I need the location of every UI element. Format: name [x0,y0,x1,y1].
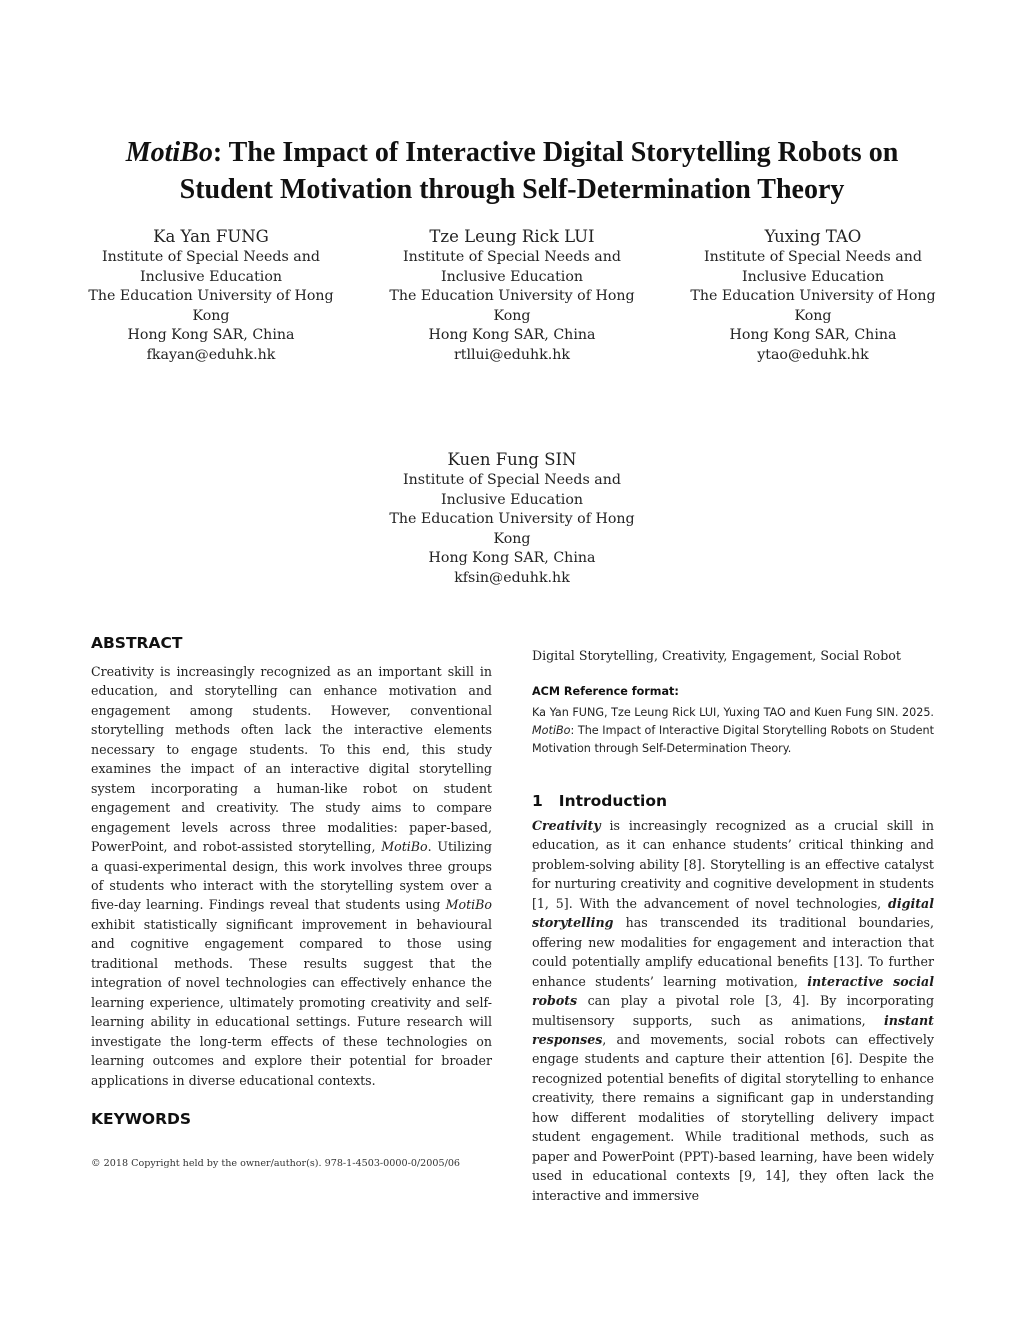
author-affiliation: Kong [493,307,531,324]
author-name: Yuxing TAO [764,227,862,246]
acm-reference-section [532,685,934,758]
author-affiliation: Inclusive Education [140,268,282,285]
author-affiliation: Inclusive Education [441,268,583,285]
introduction-heading [532,792,934,810]
acm-reference-text [532,704,934,758]
intro-term-instant-responses: instant responses [532,1012,934,1047]
intro-text-part: is increasingly recognized as a crucial skill in education, as it can enhance students’ critical thinking and problem-solving ability [8]. Storytelling is an effective catalyst for nurturing creativity and cognitive development in students [1, 5]. With the advancement of novel technologies, [532,818,934,911]
author-location: Hong Kong SAR, China [428,327,596,344]
intro-term-interactive-social-robots: interactive social robots [532,973,934,1009]
introduction-section [532,792,934,1205]
author-affiliation: Institute of Special Needs and [102,249,320,265]
abstract-part-3: exhibit statistically significant improvement in behavioural and cognitive engagement compared to those using traditional methods. These results suggest that the integration of novel technologies can effectively enhance the learning experience, ultimately promoting creativity and self-learning ability in educational settings. Future research will investigate the long-term effects of these technologies on learning outcomes and explore their potential for broader applications in diverse educational contexts. [91,916,492,1088]
author-affiliation: Kong [493,530,531,547]
title-line-1 [60,134,964,171]
author-email[interactable]: fkayan@eduhk.hk [146,346,276,363]
author-affiliation: Institute of Special Needs and [704,249,922,265]
author-name: Tze Leung Rick LUI [429,227,595,246]
intro-term-digital-storytelling: digital storytelling [532,895,934,931]
author-name: Kuen Fung SIN [447,450,577,469]
author-affiliation: Institute of Special Needs and [403,472,621,488]
intro-text-part: , and movements, social robots can effectively engage students and capture their attention [6]. Despite the recognized potential benefits of digital storytelling to enhance creativity, there remains a significant gap in understanding how different modalities of storytelling delivery impact student engagement. While traditional methods, such as paper and PowerPoint (PPT)-based learning, have been widely used in educational contexts [9, 14], they often lack the interactive and immersive [532,1031,934,1203]
title-italic: MotiBo [125,137,213,168]
copyright-notice: © 2018 Copyright held by the owner/author(s). 978-1-4503-0000-0/2005/06 [91,1158,461,1169]
acm-reference-part-1: Ka Yan FUNG, Tze Leung Rick LUI, Yuxing TAO and Kuen Fung SIN. 2025. [532,706,934,719]
author-block-4 [377,449,647,589]
author-affiliation: The Education University of Hong [389,288,635,305]
section-title: Introduction [558,792,668,810]
acm-reference-heading: ACM Reference format: [532,685,679,698]
author-block-2 [377,226,647,366]
author-affiliation: Inclusive Education [441,491,583,508]
title-line-1-rest: : The Impact of Interactive Digital Storytelling Robots on [212,137,899,168]
acm-reference-italic: MotiBo [532,724,571,737]
author-affiliation: The Education University of Hong [389,511,635,528]
author-email[interactable]: rtllui@eduhk.hk [453,346,570,363]
author-affiliation: The Education University of Hong [690,288,936,305]
abstract-heading: ABSTRACT [91,634,183,652]
abstract-part-1: Creativity is increasingly recognized as an important skill in education, and storytelling can enhance motivation and engagement among students. However, conventional storytelling methods often lack the interactive elements necessary to engage students. To this end, this study examines the impact of an interactive digital storytelling system incorporating a human-like robot on student engagement and creativity. The study aims to compare engagement levels across three modalities: paper-based, PowerPoint, and robot-assisted storytelling, [91,664,492,855]
introduction-text [532,816,934,1205]
author-location: Hong Kong SAR, China [127,327,295,344]
keywords-heading: KEYWORDS [91,1110,192,1128]
abstract-section [91,634,492,1090]
section-number: 1 [532,792,543,810]
abstract-motibo-1: MotiBo [381,839,428,855]
keywords-section [91,1110,492,1128]
title-line-2: Student Motivation through Self-Determination Theory [179,174,845,205]
abstract-text [91,662,492,1090]
author-email[interactable]: ytao@eduhk.hk [757,346,869,363]
author-location: Hong Kong SAR, China [729,327,897,344]
intro-text-part: can play a pivotal role [3, 4]. By incorporating multisensory supports, such as animations, [532,993,934,1028]
author-affiliation: Kong [192,307,230,324]
abstract-part-2: . Utilizing a quasi-experimental design, this work involves three groups of students who interact with the storytelling system over a five-day learning. Findings reveal that students using [91,839,492,913]
author-affiliation: The Education University of Hong [88,288,334,305]
intro-text-part: has transcended its traditional boundaries, offering new modalities for engagement and interaction that could potentially amplify educational benefits [13]. To further enhance students’ learning motivation, [532,915,934,989]
keywords-list: Digital Storytelling, Creativity, Engagement, Social Robot [532,648,901,663]
intro-term-creativity: Creativity [532,818,601,833]
author-block-1 [76,226,346,366]
author-location: Hong Kong SAR, China [428,550,596,567]
author-affiliation: Institute of Special Needs and [403,249,621,265]
author-block-3 [678,226,948,366]
author-affiliation: Kong [794,307,832,324]
author-affiliation: Inclusive Education [742,268,884,285]
abstract-motibo-2: MotiBo [445,897,492,913]
author-name: Ka Yan FUNG [153,227,269,246]
acm-reference-part-2: : The Impact of Interactive Digital Storytelling Robots on Student Motivation through Self-Determination Theory. [532,724,934,755]
author-email[interactable]: kfsin@eduhk.hk [454,569,570,586]
paper-title [60,134,964,208]
